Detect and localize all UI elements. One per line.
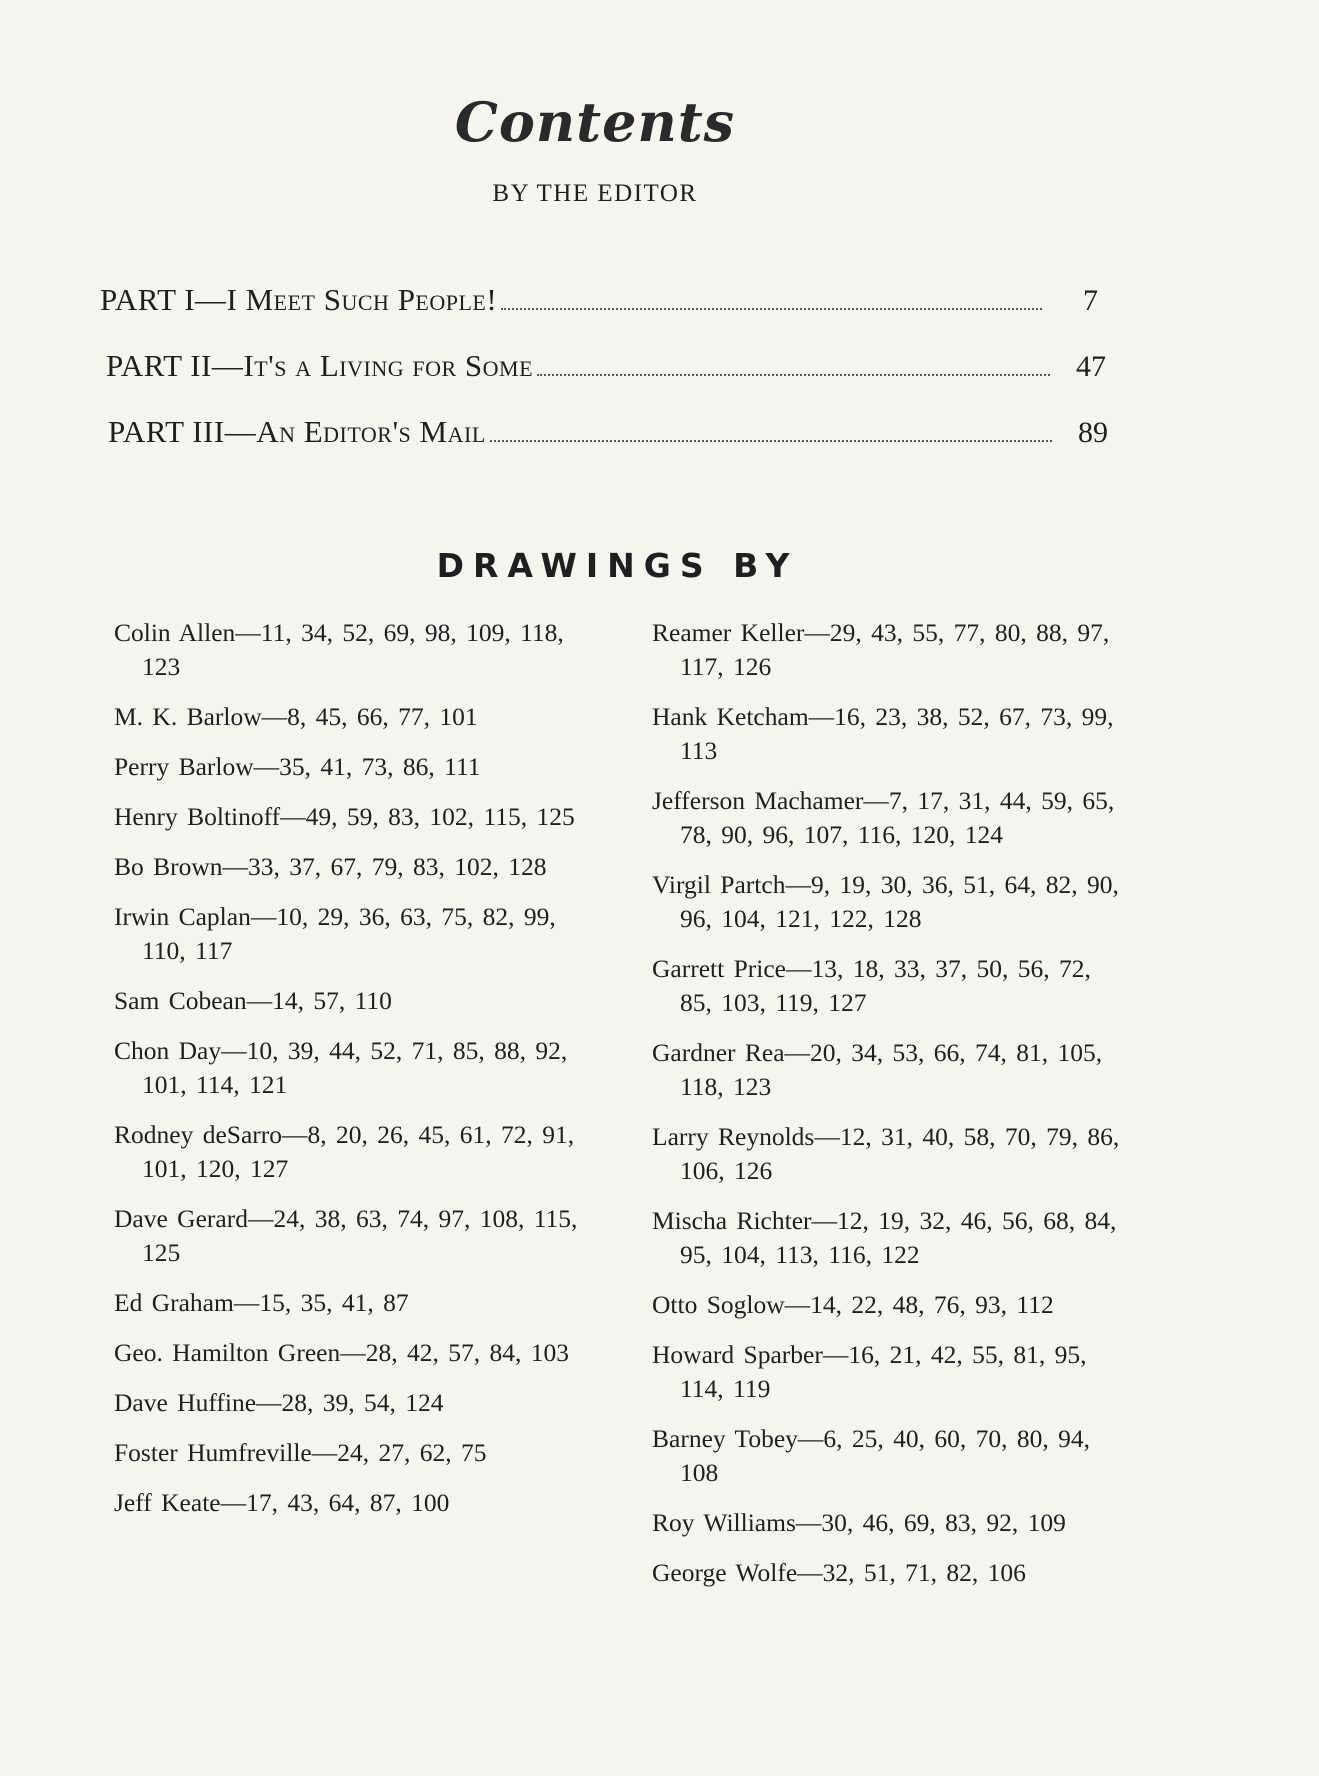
- artist-entry: Geo. Hamilton Green—28, 42, 57, 84, 103: [114, 1338, 569, 1367]
- drawings-heading: DRAWINGS BY: [436, 546, 799, 585]
- artist-entry: Jeff Keate—17, 43, 64, 87, 100: [114, 1488, 450, 1517]
- artist-entry: George Wolfe—32, 51, 71, 82, 106: [652, 1558, 1026, 1587]
- artist-entry: Dave Huffine—28, 39, 54, 124: [114, 1388, 444, 1417]
- artist-entry: Ed Graham—15, 35, 41, 87: [114, 1288, 409, 1317]
- artist-entry: Jefferson Machamer—7, 17, 31, 44, 59, 65, 78, 90, 96, 107, 116, 120, 124: [652, 786, 1115, 849]
- artist-entry: Otto Soglow—14, 22, 48, 76, 93, 112: [652, 1290, 1054, 1319]
- toc-row-part-1[interactable]: [100, 282, 1098, 318]
- toc-label: PART I—I Meet Such People!: [100, 282, 498, 317]
- artist-entry: Chon Day—10, 39, 44, 52, 71, 85, 88, 92, 101, 114, 121: [114, 1036, 568, 1099]
- artist-entry: Sam Cobean—14, 57, 110: [114, 986, 392, 1015]
- artist-entry: Larry Reynolds—12, 31, 40, 58, 70, 79, 86, 106, 126: [652, 1122, 1120, 1185]
- artist-entry: Perry Barlow—35, 41, 73, 86, 111: [114, 752, 481, 781]
- toc-row-part-3[interactable]: [108, 414, 1108, 450]
- artist-entry: Roy Williams—30, 46, 69, 83, 92, 109: [652, 1508, 1066, 1537]
- artists-column-left: [114, 616, 594, 1536]
- page-title: Contents: [454, 90, 736, 154]
- artist-entry: Reamer Keller—29, 43, 55, 77, 80, 88, 97, 117, 126: [652, 618, 1110, 681]
- toc-page-number: 47: [1076, 350, 1106, 383]
- artist-entry: Howard Sparber—16, 21, 42, 55, 81, 95, 114, 119: [652, 1340, 1087, 1403]
- toc-row-part-2[interactable]: [106, 348, 1106, 384]
- toc-page-number: 89: [1078, 416, 1108, 449]
- artist-entry: Barney Tobey—6, 25, 40, 60, 70, 80, 94, 108: [652, 1424, 1091, 1487]
- artist-entry: Colin Allen—11, 34, 52, 69, 98, 109, 118, 123: [114, 618, 564, 681]
- artist-entry: Bo Brown—33, 37, 67, 79, 83, 102, 128: [114, 852, 547, 881]
- artists-column-right: [652, 616, 1132, 1606]
- artist-entry: Irwin Caplan—10, 29, 36, 63, 75, 82, 99, 110, 117: [114, 902, 556, 965]
- artist-entry: Henry Boltinoff—49, 59, 83, 102, 115, 125: [114, 802, 575, 831]
- toc-leader: [490, 440, 1052, 442]
- artist-entry: Rodney deSarro—8, 20, 26, 45, 61, 72, 91, 101, 120, 127: [114, 1120, 575, 1183]
- artist-entry: Mischa Richter—12, 19, 32, 46, 56, 68, 84, 95, 104, 113, 116, 122: [652, 1206, 1117, 1269]
- artist-entry: Garrett Price—13, 18, 33, 37, 50, 56, 72, 85, 103, 119, 127: [652, 954, 1091, 1017]
- toc-leader: [537, 374, 1050, 376]
- toc-label: PART II—It's a Living for Some: [106, 348, 534, 383]
- artist-entry: M. K. Barlow—8, 45, 66, 77, 101: [114, 702, 478, 731]
- artist-entry: Gardner Rea—20, 34, 53, 66, 74, 81, 105, 118, 123: [652, 1038, 1103, 1101]
- toc-label: PART III—An Editor's Mail: [108, 414, 486, 449]
- artist-entry: Virgil Partch—9, 19, 30, 36, 51, 64, 82, 90, 96, 104, 121, 122, 128: [652, 870, 1119, 933]
- byline: BY THE EDITOR: [492, 180, 698, 207]
- toc-page-number: 7: [1083, 284, 1098, 317]
- toc-leader: [501, 308, 1042, 310]
- artist-entry: Dave Gerard—24, 38, 63, 74, 97, 108, 115, 125: [114, 1204, 578, 1267]
- artist-entry: Hank Ketcham—16, 23, 38, 52, 67, 73, 99, 113: [652, 702, 1114, 765]
- artist-entry: Foster Humfreville—24, 27, 62, 75: [114, 1438, 487, 1467]
